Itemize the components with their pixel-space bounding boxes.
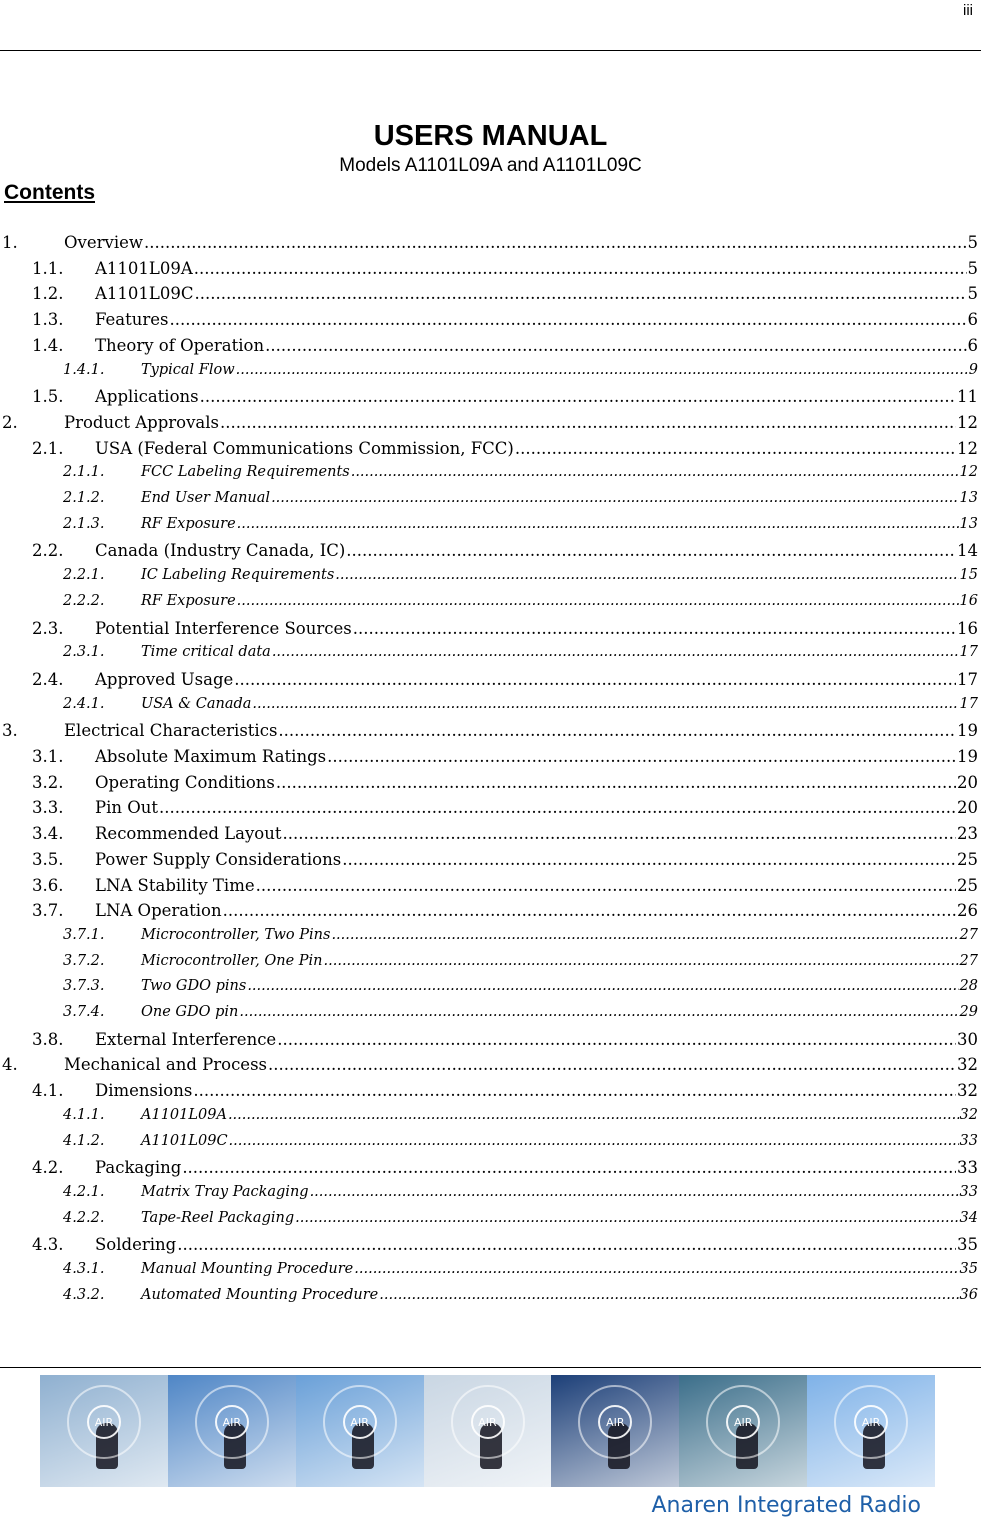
- toc-entry-number: 1.3.: [32, 310, 64, 330]
- toc-entry-number: 3.7.2.: [63, 952, 105, 969]
- toc-entry-title: USA (Federal Communications Commission, FCC): [95, 438, 514, 458]
- toc-entry-title: Microcontroller, Two Pins: [141, 926, 331, 943]
- toc-entry-title: A1101L09A: [141, 1106, 227, 1123]
- toc-entry-title: Pin Out: [95, 798, 159, 818]
- toc-entry-number: 4.2.2.: [63, 1209, 105, 1226]
- toc-entry[interactable]: [0, 644, 978, 670]
- contents-heading: Contents: [4, 181, 95, 204]
- toc-entry-title: Applications: [95, 387, 199, 407]
- toc-entry-number: 2.: [2, 412, 18, 432]
- toc-entry[interactable]: [0, 464, 978, 490]
- toc-entry[interactable]: [0, 1184, 978, 1210]
- toc-entry-number: 2.1.1.: [63, 464, 105, 481]
- toc-entry-page: 12: [957, 438, 978, 458]
- air-badge: AIR: [726, 1405, 760, 1439]
- toc-entry[interactable]: [0, 1158, 978, 1184]
- toc-dot-leader: [353, 619, 956, 638]
- toc-entry-title: Two GDO pins: [141, 978, 247, 995]
- toc-entry[interactable]: [0, 1133, 978, 1159]
- air-badge: AIR: [343, 1405, 377, 1439]
- document-title: USERS MANUAL: [373, 120, 608, 152]
- toc-entry[interactable]: [0, 1055, 978, 1081]
- toc-entry-title: A1101L09C: [141, 1132, 228, 1149]
- toc-dot-leader: [193, 1081, 956, 1100]
- toc-entry-title: RF Exposure: [141, 592, 236, 609]
- toc-dot-leader: [265, 336, 966, 355]
- toc-entry[interactable]: [0, 773, 978, 799]
- air-badge: AIR: [854, 1405, 888, 1439]
- toc-entry-number: 3.: [2, 721, 18, 741]
- toc-entry-title: Time critical data: [141, 644, 271, 661]
- toc-entry-number: 2.1.2.: [63, 490, 105, 506]
- toc-entry-title: A1101L09C: [95, 284, 194, 304]
- toc-entry-number: 4.: [2, 1055, 18, 1075]
- toc-dot-leader: [276, 773, 956, 792]
- toc-entry-number: 4.2.1.: [63, 1183, 105, 1200]
- toc-entry-number: 3.7.1.: [63, 926, 105, 943]
- toc-entry-page: 19: [957, 747, 978, 766]
- toc-entry-title: Features: [95, 310, 169, 330]
- toc-entry-title: Overview: [64, 233, 143, 252]
- toc-entry-number: 1.4.: [32, 335, 64, 355]
- toc-entry-number: 4.3.1.: [63, 1261, 105, 1277]
- toc-entry-page: 13: [959, 515, 978, 532]
- toc-entry-title: Soldering: [95, 1235, 177, 1255]
- toc-dot-leader: [237, 516, 959, 532]
- toc-dot-leader: [247, 978, 958, 994]
- toc-dot-leader: [346, 541, 956, 560]
- toc-dot-leader: [177, 1235, 956, 1254]
- toc-entry[interactable]: [0, 953, 978, 979]
- toc-entry-title: RF Exposure: [141, 515, 236, 532]
- toc-entry-number: 2.4.1.: [63, 695, 105, 712]
- toc-entry-number: 1.1.: [32, 258, 64, 278]
- toc-entry[interactable]: [0, 593, 978, 619]
- toc-entry-title: Canada (Industry Canada, IC): [95, 541, 346, 561]
- toc-entry-title: Potential Interference Sources: [95, 618, 352, 638]
- toc-entry[interactable]: [0, 619, 978, 645]
- toc-entry-number: 4.1.2.: [63, 1132, 105, 1149]
- toc-dot-leader: [144, 233, 967, 252]
- toc-entry[interactable]: [0, 387, 978, 413]
- toc-dot-leader: [331, 927, 958, 943]
- toc-entry-page: 14: [957, 541, 978, 561]
- toc-entry-title: Tape-Reel Packaging: [141, 1209, 295, 1226]
- toc-entry[interactable]: [0, 439, 978, 465]
- toc-dot-leader: [272, 644, 959, 660]
- toc-entry[interactable]: [0, 284, 978, 310]
- toc-dot-leader: [327, 747, 956, 766]
- footer-photo-tile: [296, 1375, 424, 1487]
- toc-dot-leader: [237, 593, 959, 609]
- toc-entry-title: Dimensions: [95, 1081, 193, 1101]
- toc-entry-page: 5: [967, 258, 978, 278]
- air-badge: AIR: [215, 1405, 249, 1439]
- toc-entry-page: 26: [957, 901, 978, 921]
- toc-entry[interactable]: [0, 670, 978, 696]
- toc-entry-page: 30: [957, 1029, 978, 1049]
- toc-dot-leader: [159, 798, 956, 817]
- toc-entry-page: 25: [957, 875, 978, 895]
- toc-dot-leader: [228, 1107, 959, 1123]
- toc-dot-leader: [200, 387, 956, 406]
- toc-entry-number: 4.3.: [32, 1235, 64, 1255]
- toc-entry-title: Approved Usage: [95, 669, 234, 689]
- toc-entry-page: 34: [959, 1209, 978, 1226]
- toc-entry[interactable]: [0, 490, 978, 516]
- toc-entry[interactable]: [0, 1030, 978, 1056]
- toc-entry-page: 20: [957, 772, 978, 792]
- toc-entry-number: 3.2.: [32, 772, 64, 792]
- air-badge: AIR: [598, 1405, 632, 1439]
- toc-entry-number: 4.3.2.: [63, 1286, 105, 1303]
- toc-entry[interactable]: [0, 541, 978, 567]
- toc-entry-page: 27: [959, 926, 978, 943]
- toc-entry-number: 4.1.1.: [63, 1106, 105, 1123]
- toc-dot-leader: [310, 1184, 959, 1200]
- toc-entry-title: LNA Operation: [95, 901, 222, 921]
- footer-photo-tile: [551, 1375, 679, 1487]
- toc-entry-title: FCC Labeling Requirements: [141, 464, 350, 481]
- toc-entry-page: 9: [968, 361, 978, 378]
- toc-dot-leader: [223, 901, 956, 920]
- toc-entry-number: 3.4.: [32, 824, 64, 844]
- toc-entry-page: 32: [957, 1081, 978, 1101]
- toc-entry[interactable]: [0, 516, 978, 542]
- toc-entry[interactable]: [0, 1081, 978, 1107]
- toc-entry-page: 27: [959, 952, 978, 969]
- toc-dot-leader: [271, 490, 958, 506]
- toc-entry-page: 35: [959, 1261, 978, 1277]
- toc-entry-title: One GDO pin: [141, 1004, 239, 1020]
- toc-entry[interactable]: [0, 567, 978, 593]
- toc-entry-title: Automated Mounting Procedure: [141, 1286, 379, 1303]
- toc-dot-leader: [351, 464, 959, 480]
- toc-entry[interactable]: [0, 721, 978, 747]
- toc-entry-title: USA & Canada: [141, 695, 252, 712]
- toc-dot-leader: [335, 567, 958, 583]
- toc-entry-page: 29: [959, 1004, 978, 1020]
- toc-entry-number: 2.1.3.: [63, 515, 105, 532]
- toc-entry-title: Theory of Operation: [95, 335, 265, 355]
- toc-entry[interactable]: [0, 310, 978, 336]
- toc-entry[interactable]: [0, 1004, 978, 1030]
- toc-dot-leader: [194, 259, 967, 278]
- toc-entry-page: 19: [957, 721, 978, 741]
- toc-entry-page: 6: [967, 335, 978, 355]
- toc-entry-number: 3.7.3.: [63, 978, 105, 995]
- toc-entry[interactable]: [0, 850, 978, 876]
- toc-entry-number: 3.8.: [32, 1029, 64, 1049]
- toc-entry-page: 32: [957, 1055, 978, 1075]
- toc-entry-title: A1101L09A: [95, 258, 193, 278]
- toc-entry[interactable]: [0, 696, 978, 722]
- toc-entry-page: 15: [959, 567, 978, 584]
- toc-entry-page: 33: [959, 1132, 978, 1149]
- toc-entry-title: Recommended Layout: [95, 824, 282, 844]
- toc-entry-page: 36: [959, 1286, 978, 1303]
- toc-entry-title: Absolute Maximum Ratings: [95, 747, 327, 766]
- toc-entry-page: 25: [957, 849, 978, 869]
- toc-dot-leader: [220, 413, 956, 432]
- toc-entry-title: Packaging: [95, 1158, 182, 1178]
- toc-entry-page: 16: [959, 592, 978, 609]
- footer-rule: [0, 1367, 981, 1368]
- toc-entry-page: 23: [957, 824, 978, 844]
- toc-entry-page: 20: [957, 798, 978, 818]
- air-badge: AIR: [87, 1405, 121, 1439]
- toc-entry-number: 1.: [2, 233, 18, 252]
- toc-entry-title: Microcontroller, One Pin: [141, 952, 323, 969]
- toc-entry-number: 2.1.: [32, 438, 64, 458]
- toc-entry[interactable]: [0, 1261, 978, 1287]
- toc-dot-leader: [182, 1158, 956, 1177]
- toc-entry[interactable]: [0, 259, 978, 285]
- toc-entry-number: 3.3.: [32, 798, 64, 818]
- toc-entry-page: 6: [967, 310, 978, 330]
- toc-entry-number: 2.2.2.: [63, 592, 105, 609]
- toc-entry[interactable]: [0, 413, 978, 439]
- toc-entry[interactable]: [0, 233, 978, 259]
- toc-entry-page: 5: [967, 284, 978, 304]
- toc-entry-page: 33: [959, 1183, 978, 1200]
- toc-entry-number: 2.4.: [32, 669, 64, 689]
- toc-entry-number: 3.5.: [32, 849, 64, 869]
- toc-entry-title: Operating Conditions: [95, 772, 275, 792]
- toc-dot-leader: [268, 1055, 956, 1074]
- air-badge: AIR: [471, 1405, 505, 1439]
- toc-entry-number: 4.1.: [32, 1081, 64, 1101]
- toc-entry-number: 2.3.: [32, 618, 64, 638]
- toc-dot-leader: [236, 362, 968, 378]
- toc-dot-leader: [234, 670, 956, 689]
- toc-dot-leader: [194, 284, 966, 303]
- toc-entry[interactable]: [0, 362, 978, 388]
- toc-entry-number: 4.2.: [32, 1158, 64, 1178]
- brand-name: Anaren Integrated Radio: [651, 1493, 921, 1518]
- page-number: iii: [963, 2, 973, 19]
- toc-dot-leader: [277, 1030, 956, 1049]
- toc-entry[interactable]: [0, 1235, 978, 1261]
- toc-dot-leader: [354, 1261, 958, 1277]
- toc-entry-number: 3.1.: [32, 747, 64, 766]
- toc-entry-page: 17: [959, 695, 978, 712]
- toc-dot-leader: [295, 1210, 958, 1226]
- toc-entry-page: 13: [959, 490, 978, 506]
- footer-photo-tile: [807, 1375, 935, 1487]
- toc-entry-number: 2.2.1.: [63, 567, 105, 584]
- toc-entry-title: Manual Mounting Procedure: [141, 1261, 354, 1277]
- toc-entry[interactable]: [0, 876, 978, 902]
- toc-dot-leader: [515, 439, 956, 458]
- toc-dot-leader: [252, 696, 958, 712]
- toc-entry[interactable]: [0, 336, 978, 362]
- footer-photo-tile: [424, 1375, 552, 1487]
- toc-entry-page: 33: [957, 1158, 978, 1178]
- toc-entry[interactable]: [0, 1287, 978, 1313]
- footer-photo-tile: [168, 1375, 296, 1487]
- toc-entry-page: 5: [967, 233, 978, 252]
- toc-entry-page: 17: [957, 669, 978, 689]
- footer-banner: [40, 1375, 935, 1487]
- toc-entry-number: 1.4.1.: [63, 361, 105, 378]
- toc-entry-page: 17: [959, 644, 978, 661]
- toc-dot-leader: [278, 721, 956, 740]
- footer-photo-tile: [679, 1375, 807, 1487]
- toc-entry-title: Power Supply Considerations: [95, 849, 342, 869]
- toc-entry-page: 11: [957, 387, 978, 407]
- document-subtitle: Models A1101L09A and A1101L09C: [339, 155, 642, 176]
- toc-entry[interactable]: [0, 1107, 978, 1133]
- toc-dot-leader: [229, 1133, 959, 1149]
- footer-photo-tile: [40, 1375, 168, 1487]
- toc-entry-page: 12: [959, 464, 978, 481]
- toc-entry-page: 12: [957, 412, 978, 432]
- toc-dot-leader: [379, 1287, 958, 1303]
- toc-entry[interactable]: [0, 1210, 978, 1236]
- toc-entry-number: 2.3.1.: [63, 644, 105, 661]
- header-rule: [0, 50, 981, 51]
- toc-entry[interactable]: [0, 747, 978, 773]
- toc-entry-title: LNA Stability Time: [95, 875, 255, 895]
- toc-dot-leader: [342, 850, 956, 869]
- toc-entry-page: 35: [957, 1235, 978, 1255]
- toc-entry[interactable]: [0, 798, 978, 824]
- toc-entry-number: 3.7.: [32, 901, 64, 921]
- toc-entry-title: Typical Flow: [141, 361, 235, 378]
- toc-entry[interactable]: [0, 927, 978, 953]
- toc-entry-number: 1.2.: [32, 284, 64, 304]
- toc-dot-leader: [170, 310, 967, 329]
- toc-dot-leader: [324, 953, 959, 969]
- toc-entry-title: Product Approvals: [64, 412, 219, 432]
- toc-entry[interactable]: [0, 824, 978, 850]
- toc-entry-title: IC Labeling Requirements: [141, 567, 335, 584]
- toc-entry[interactable]: [0, 978, 978, 1004]
- toc-entry-number: 2.2.: [32, 541, 64, 561]
- toc-entry-title: External Interference: [95, 1029, 277, 1049]
- toc-entry-page: 32: [959, 1106, 978, 1123]
- toc-entry[interactable]: [0, 901, 978, 927]
- toc-dot-leader: [239, 1004, 958, 1020]
- toc-dot-leader: [283, 824, 957, 843]
- toc-entry-number: 3.7.4.: [63, 1004, 105, 1020]
- toc-entry-number: 3.6.: [32, 875, 64, 895]
- toc-entry-title: Matrix Tray Packaging: [141, 1183, 309, 1200]
- toc-entry-page: 16: [957, 618, 978, 638]
- toc-entry-page: 28: [959, 978, 978, 995]
- toc-entry-number: 1.5.: [32, 387, 64, 407]
- toc-dot-leader: [256, 876, 956, 895]
- toc-entry-title: Mechanical and Process: [64, 1055, 268, 1075]
- toc-entry-title: Electrical Characteristics: [64, 721, 278, 741]
- toc-entry-title: End User Manual: [141, 490, 271, 506]
